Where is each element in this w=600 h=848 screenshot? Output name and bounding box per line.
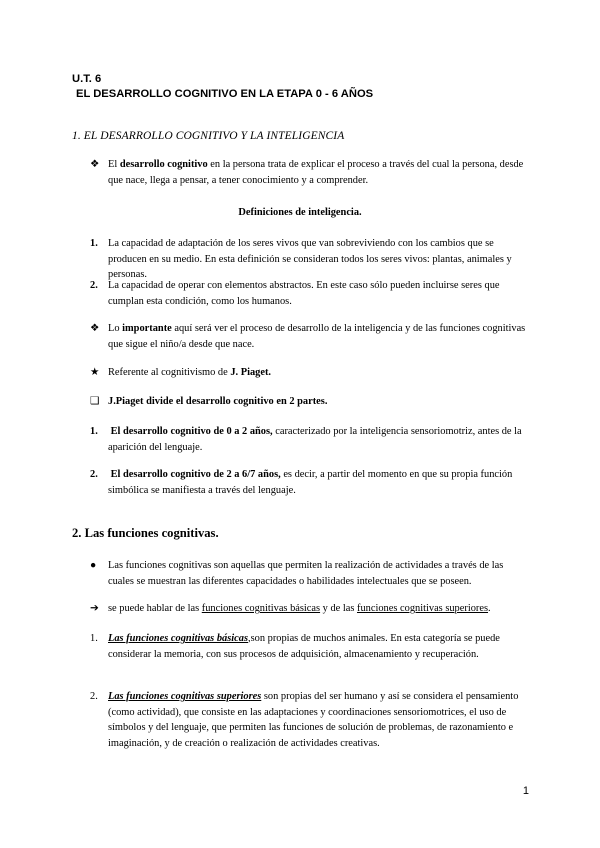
piaget-reference: Referente al cognitivismo de J. Piaget.	[108, 367, 272, 378]
diamond-bullet-icon: ❖	[90, 323, 100, 334]
definition-number: 2.	[90, 280, 98, 291]
function-paragraph: Las funciones cognitivas superiores son propias del ser humano y así se considera el pensamiento (como actividad), que consiste en las adaptaciones y coordinaciones sensoriomotrices, el uso de símbolos y del lenguaje, que permiten las funciones de solución de problemas, de razonamiento e imaginación, y de creación o realización de actividades creativas.	[108, 691, 519, 749]
stage-paragraph: El desarrollo cognitivo de 0 a 2 años, caracterizado por la inteligencia sensoriomotriz, antes de la aparición del lenguaje.	[108, 426, 522, 453]
stage-number: 1.	[90, 426, 98, 437]
page-number: 1	[522, 785, 529, 797]
dot-bullet-icon: ●	[90, 560, 97, 571]
function-number: 2.	[90, 691, 98, 702]
intro-paragraph: El desarrollo cognitivo en la persona trata de explicar el proceso a través del cual la persona, desde que nace, llega a pensar, a tener conocimiento y a comprender.	[108, 159, 524, 186]
section1-heading: 1. EL DESARROLLO COGNITIVO Y LA INTELIGENCIA	[72, 130, 345, 142]
important-paragraph: Lo importante aquí será ver el proceso de desarrollo de la inteligencia y de las funciones cognitivas que sigue el niño/a desde que nace.	[108, 323, 526, 350]
checkbox-bullet-icon: ❑	[90, 396, 100, 407]
section2-heading: 2. Las funciones cognitivas.	[72, 526, 219, 540]
diamond-bullet-icon: ❖	[90, 159, 100, 170]
function-paragraph: Las funciones cognitivas básicas,son propias de muchos animales. En esta categoría se puede considerar la memoria, con sus procesos de adquisición, almacenamiento y recuperación.	[108, 633, 500, 660]
piaget-divide-heading: J.Piaget divide el desarrollo cognitivo en 2 partes.	[108, 396, 328, 407]
definition-text: La capacidad de operar con elementos abstractos. En este caso sólo pueden incluirse seres que cumplan esta condición, como los humanos.	[108, 280, 500, 307]
document-title: EL DESARROLLO COGNITIVO EN LA ETAPA 0 - 6 AÑOS	[76, 88, 374, 100]
stage-number: 2.	[90, 469, 98, 480]
stage-paragraph: El desarrollo cognitivo de 2 a 6/7 años, es decir, a partir del momento en que su propia función simbólica se manifiesta a través del lenguaje.	[108, 469, 513, 496]
definitions-title: Definiciones de inteligencia.	[238, 207, 362, 218]
star-bullet-icon: ★	[90, 367, 100, 378]
definition-text: La capacidad de adaptación de los seres vivos que van sobreviviendo con los cambios que se producen en su medio. En esta definición se consideran todos los seres vivos: plantas, animales y personas.	[108, 238, 512, 280]
function-number: 1.	[90, 633, 98, 644]
definition-number: 1.	[90, 238, 98, 249]
arrow-bullet-icon: ➔	[90, 603, 99, 614]
section2-intro: Las funciones cognitivas son aquellas que permiten la realización de actividades a través de las cuales se muestran las diferentes capacidades o habilidades intelectuales que se poseen.	[108, 560, 504, 587]
unit-label: U.T. 6	[72, 73, 102, 85]
functions-types: se puede hablar de las funciones cognitivas básicas y de las funciones cognitivas superiores.	[108, 603, 491, 614]
